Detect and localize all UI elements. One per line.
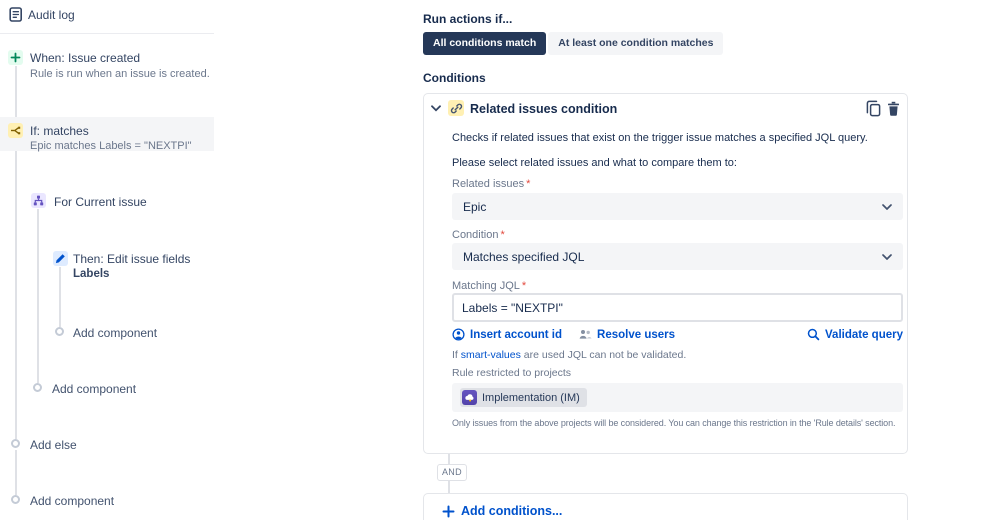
add-conditions-label: Add conditions... <box>461 504 563 518</box>
condition-branch-icon <box>8 123 23 138</box>
and-connector <box>448 480 450 493</box>
condition-card-title: Related issues condition <box>470 102 618 116</box>
add-conditions-button[interactable] <box>442 504 562 518</box>
condition-value: Matches specified JQL <box>463 249 585 264</box>
project-chip-label: Implementation (IM) <box>482 391 580 404</box>
collapse-chevron-icon[interactable] <box>431 105 441 112</box>
delete-trash-icon[interactable] <box>887 101 900 116</box>
condition-select[interactable] <box>452 243 903 270</box>
and-connector <box>448 454 450 464</box>
when-node-title: When: Issue created <box>30 51 141 65</box>
add-component-branch-button[interactable]: Add component <box>52 382 137 396</box>
then-node-fields: Labels <box>73 268 110 280</box>
match-toggle-group <box>423 32 723 55</box>
project-avatar-icon <box>462 390 477 405</box>
link-icon <box>448 100 464 116</box>
smart-values-note <box>452 349 686 361</box>
smart-values-note-suffix: are used JQL can not be validated. <box>520 349 687 361</box>
smart-values-link[interactable]: smart-values <box>460 349 521 361</box>
restriction-note: Only issues from the above projects will be considered. You can change this restriction in the 'Rule details' section. <box>452 418 896 428</box>
users-group-icon <box>579 329 592 340</box>
jql-helper-links <box>452 328 903 341</box>
required-asterisk: * <box>526 178 531 190</box>
for-node-title: For Current issue <box>54 195 147 209</box>
add-component-circle-icon[interactable] <box>11 495 20 504</box>
related-issues-condition-card <box>423 93 908 454</box>
all-conditions-toggle[interactable]: All conditions match <box>423 32 546 55</box>
trigger-plus-icon <box>8 50 23 65</box>
required-asterisk: * <box>500 229 505 241</box>
related-issues-label-text: Related issues <box>452 178 525 190</box>
then-node-title: Then: Edit issue fields <box>73 252 191 266</box>
branch-hierarchy-icon <box>31 193 46 208</box>
duplicate-icon[interactable] <box>866 100 881 117</box>
matching-jql-label <box>452 280 526 292</box>
tree-connector <box>59 267 61 327</box>
if-node-subtitle: Epic matches Labels = "NEXTPI" <box>30 140 192 152</box>
and-operator-badge: AND <box>437 464 467 481</box>
add-component-circle-icon[interactable] <box>33 383 42 392</box>
project-chip <box>460 388 587 407</box>
when-node-subtitle: Rule is run when an issue is created. <box>30 68 210 80</box>
chevron-down-icon <box>882 254 892 260</box>
if-node-title: If: matches <box>30 124 89 138</box>
condition-description: Checks if related issues that exist on the trigger issue matches a specified JQL query. <box>452 132 868 144</box>
required-asterisk: * <box>521 280 527 292</box>
smart-values-note-prefix: If <box>452 349 461 361</box>
tree-connector <box>15 66 17 117</box>
condition-prompt: Please select related issues and what to compare them to: <box>452 157 737 169</box>
edit-pencil-icon <box>53 251 68 266</box>
matching-jql-input[interactable] <box>452 293 903 322</box>
tree-connector <box>37 209 39 383</box>
related-issues-label <box>452 178 530 190</box>
resolve-users-label: Resolve users <box>597 328 676 341</box>
audit-log-icon <box>8 7 23 22</box>
run-actions-heading: Run actions if... <box>423 12 513 26</box>
condition-label <box>452 229 505 241</box>
resolve-users-link[interactable] <box>579 329 675 341</box>
add-conditions-card <box>423 493 908 520</box>
tree-connector <box>15 151 17 439</box>
rule-restricted-label: Rule restricted to projects <box>452 367 572 379</box>
related-issues-value: Epic <box>463 199 487 214</box>
add-else-button[interactable]: Add else <box>30 438 77 452</box>
tree-connector <box>15 450 17 495</box>
validate-query-link[interactable] <box>807 328 903 341</box>
related-issues-select[interactable] <box>452 193 903 220</box>
add-else-circle-icon[interactable] <box>11 439 20 448</box>
condition-label-text: Condition <box>452 229 499 241</box>
any-condition-toggle[interactable]: At least one condition matches <box>548 32 723 55</box>
add-component-nested-button[interactable]: Add component <box>73 326 158 340</box>
matching-jql-label-text: Matching JQL <box>452 280 520 292</box>
add-component-circle-icon[interactable] <box>55 327 64 336</box>
audit-log-link[interactable]: Audit log <box>28 8 75 22</box>
sidebar-divider <box>0 33 214 34</box>
add-component-root-button[interactable]: Add component <box>30 494 115 508</box>
validate-query-label: Validate query <box>825 328 903 341</box>
insert-account-id-label: Insert account id <box>470 328 563 341</box>
insert-account-id-link[interactable] <box>452 328 562 341</box>
restricted-projects-field <box>452 383 903 412</box>
conditions-heading: Conditions <box>423 71 486 85</box>
search-icon <box>807 328 820 341</box>
person-circle-icon <box>452 328 465 341</box>
plus-icon <box>442 505 455 518</box>
chevron-down-icon <box>882 204 892 210</box>
